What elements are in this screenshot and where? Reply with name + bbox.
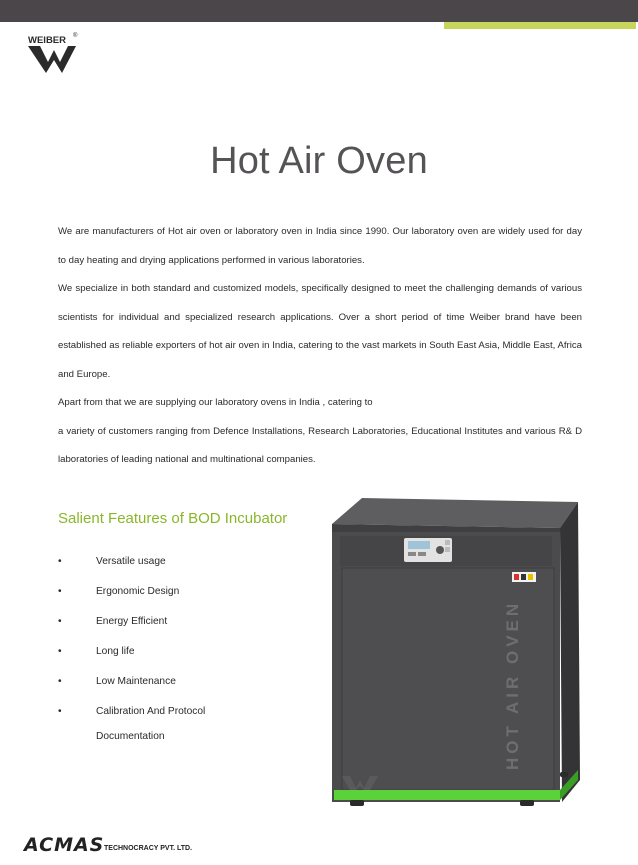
- bullet: •: [58, 646, 62, 657]
- list-item-label: Ergonomic Design: [96, 586, 180, 597]
- list-item: [58, 583, 298, 600]
- bullet: •: [58, 706, 62, 717]
- list-item-label: Long life: [96, 646, 135, 657]
- svg-text:®: ®: [73, 33, 78, 39]
- list-item: [58, 553, 298, 570]
- top-accent-stripe: [444, 22, 636, 29]
- paragraph: We are manufacturers of Hot air oven or laboratory oven in India since 1990. Our laboratory oven are widely used for day to day heating and drying applications performed in various laboratories.: [58, 226, 582, 266]
- bullet: •: [58, 556, 62, 567]
- bullet: •: [58, 616, 62, 627]
- features-heading: Salient Features of BOD Incubator: [58, 510, 288, 527]
- bullet: •: [58, 586, 62, 597]
- list-item-label: Energy Efficient: [96, 616, 168, 627]
- paragraph: Apart from that we are supplying our laboratory ovens in India , catering to: [58, 397, 373, 408]
- list-item: [58, 613, 298, 630]
- list-item: [58, 703, 298, 745]
- svg-text:WEIBER: WEIBER: [28, 35, 66, 46]
- list-item-label: Versatile usage: [96, 556, 166, 567]
- intro-text: [58, 218, 582, 475]
- oven-side-label: HOT AIR OVEN: [503, 599, 522, 770]
- list-item-label-line2: Documentation: [96, 731, 165, 742]
- weiber-logo: [26, 30, 82, 74]
- features-list: [58, 553, 298, 758]
- list-item-label: Calibration And Protocol: [96, 706, 206, 717]
- hot-air-oven-image: [322, 480, 584, 820]
- acmas-logo: ACMAS: [24, 834, 105, 856]
- paragraph: We specialize in both standard and customized models, specifically designed to meet the challenging demands of various scientists for individual and specialized research applications. Over a short period of time Weiber brand have been established as reliable exporters of hot air oven in India, catering to the vast markets in South East Asia, Middle East, Africa and Europe.: [58, 283, 582, 380]
- top-banner-bar: [0, 0, 638, 22]
- footer-company-name: TECHNOCRACY PVT. LTD.: [104, 845, 193, 852]
- list-item: [58, 643, 298, 660]
- list-item-label: Low Maintenance: [96, 676, 176, 687]
- list-item: [58, 673, 298, 690]
- paragraph: a variety of customers ranging from Defence Installations, Research Laboratories, Educational Institutes and various R& D laboratories of leading national and multinational companies.: [58, 425, 582, 465]
- page-title: Hot Air Oven: [210, 140, 428, 182]
- bullet: •: [58, 676, 62, 687]
